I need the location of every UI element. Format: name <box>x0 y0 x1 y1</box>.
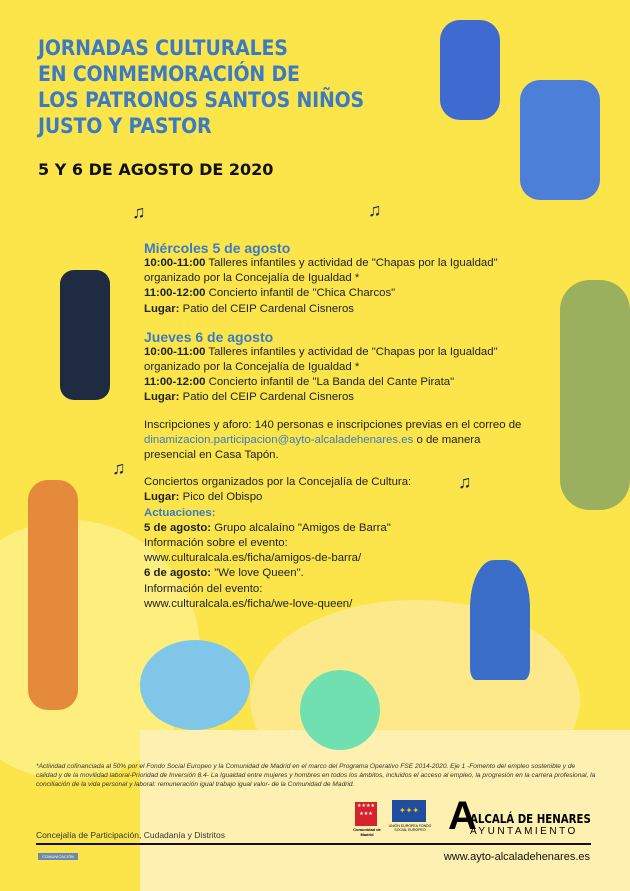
footnote: *Actividad cofinanciada al 50% por el Fondo Social Europeo y la Comunidad de Madrid en el marco del Programa Operativo FSE 2014-2020. Eje 1 -Fomento del empleo sostenible y de calidad y de la movilidad laboral-Prioridad de Inversión 8.4- La Igualdad entre mujeres y hombres en todos los ámbitos, incluidos el acceso al empleo, la progresión en la carrera profesional, la conciliación de la vida personal y laboral: remuneración igual trabajo igual valor- de la Comunidad de Madrid. <box>36 763 596 788</box>
title-line: LOS PATRONOS SANTOS NIÑOS <box>38 88 364 113</box>
info-label: Información sobre el evento: <box>144 537 288 550</box>
music-note-icon: ♫ <box>458 472 472 492</box>
mother-illustration <box>28 480 78 710</box>
performance-text: "We love Queen". <box>211 567 304 580</box>
father-illustration <box>60 270 110 400</box>
activity-text: Concierto infantil de "Chica Charcos" <box>205 287 396 300</box>
concerts-intro: Conciertos organizados por la Concejalía de Cultura: <box>144 476 412 489</box>
place-label: Lugar: <box>144 491 180 504</box>
comunidad-madrid-logo: ★★★★ ★★★ <box>355 802 377 826</box>
day-heading: Jueves 6 de agosto <box>144 328 274 345</box>
footer-area <box>140 730 630 891</box>
alcala-logo-text: ALCALÁ DE HENARES <box>470 812 591 826</box>
comunidad-madrid-caption: Comunidad de Madrid <box>353 827 381 837</box>
alcala-logo-subtext: AYUNTAMIENTO <box>470 826 578 837</box>
time: 10:00-11:00 <box>144 345 206 358</box>
alcala-logo-icon: A <box>448 794 477 838</box>
music-note-icon: ♫ <box>132 202 146 222</box>
place-text: Pico del Obispo <box>179 491 263 504</box>
performance-date: 5 de agosto: <box>144 521 212 534</box>
dancer-illustration <box>140 640 250 730</box>
title-line: JUSTO Y PASTOR <box>38 114 212 139</box>
activity-text: Talleres infantiles y actividad de "Chapas por la Igualdad" organizado por la Concejalía de Igualdad * <box>144 345 498 374</box>
info-label: Información del evento: <box>144 582 263 595</box>
divider <box>36 843 591 845</box>
event-date: 5 Y 6 DE AGOSTO DE 2020 <box>38 160 274 179</box>
performances-heading: Actuaciones: <box>144 506 216 519</box>
music-note-icon: ♫ <box>368 200 382 220</box>
department: Concejalía de Participación, Cudadanía y Distritos <box>36 830 225 840</box>
event-link[interactable]: www.culturalcala.es/ficha/amigos-de-barra/ <box>144 552 362 565</box>
registration: Inscripciones y aforo: 140 personas e inscripciones previas en el correo de dinamizacion.participacion@ayto-alcaladehenares.es o de manera presencial en Casa Tapón. <box>144 418 522 462</box>
day-heading: Miércoles 5 de agosto <box>144 240 291 256</box>
woman-illustration <box>560 280 630 510</box>
place-label: Lugar: <box>144 302 180 315</box>
activity-text: Talleres infantiles y actividad de "Chapas por la Igualdad" organizado por la Concejalía de Igualdad * <box>144 257 498 285</box>
place-label: Lugar: <box>144 391 180 404</box>
eu-flag-logo: ✦✦✦ <box>392 800 426 822</box>
time: 10:00-11:00 <box>144 257 206 269</box>
activity <box>144 345 544 375</box>
event-link[interactable]: www.culturalcala.es/ficha/we-love-queen/ <box>144 597 353 610</box>
place-text: Patio del CEIP Cardenal Cisneros <box>179 391 354 404</box>
website-link[interactable]: www.ayto-alcaladehenares.es <box>443 851 590 863</box>
time: 11:00-12:00 <box>144 287 206 300</box>
place <box>144 390 544 405</box>
place <box>144 302 544 317</box>
comunicacion-logo: COMUNICACIÓN <box>38 853 78 860</box>
activity <box>144 256 544 286</box>
dancer-illustration <box>300 670 380 750</box>
eu-caption: UNIÓN EUROPEA FONDO SOCIAL EUROPEO <box>388 824 432 832</box>
time: 11:00-12:00 <box>144 376 206 389</box>
activity <box>144 375 544 390</box>
activity-text: Concierto infantil de "La Banda del Cante Pirata" <box>205 376 455 389</box>
program <box>144 240 544 612</box>
musician-illustration <box>520 80 600 200</box>
place-text: Patio del CEIP Cardenal Cisneros <box>179 302 354 315</box>
email-link[interactable]: dinamizacion.participacion@ayto-alcaladehenares.es <box>144 433 414 446</box>
performance-text: Grupo alcalaíno "Amigos de Barra" <box>211 521 391 534</box>
performance-date: 6 de agosto: <box>144 567 212 580</box>
poster-title <box>38 36 364 140</box>
title-line: JORNADAS CULTURALES <box>38 36 288 61</box>
title-line: EN CONMEMORACIÓN DE <box>38 62 300 87</box>
music-note-icon: ♫ <box>112 458 126 478</box>
activity <box>144 286 544 301</box>
musician-illustration <box>440 20 500 120</box>
